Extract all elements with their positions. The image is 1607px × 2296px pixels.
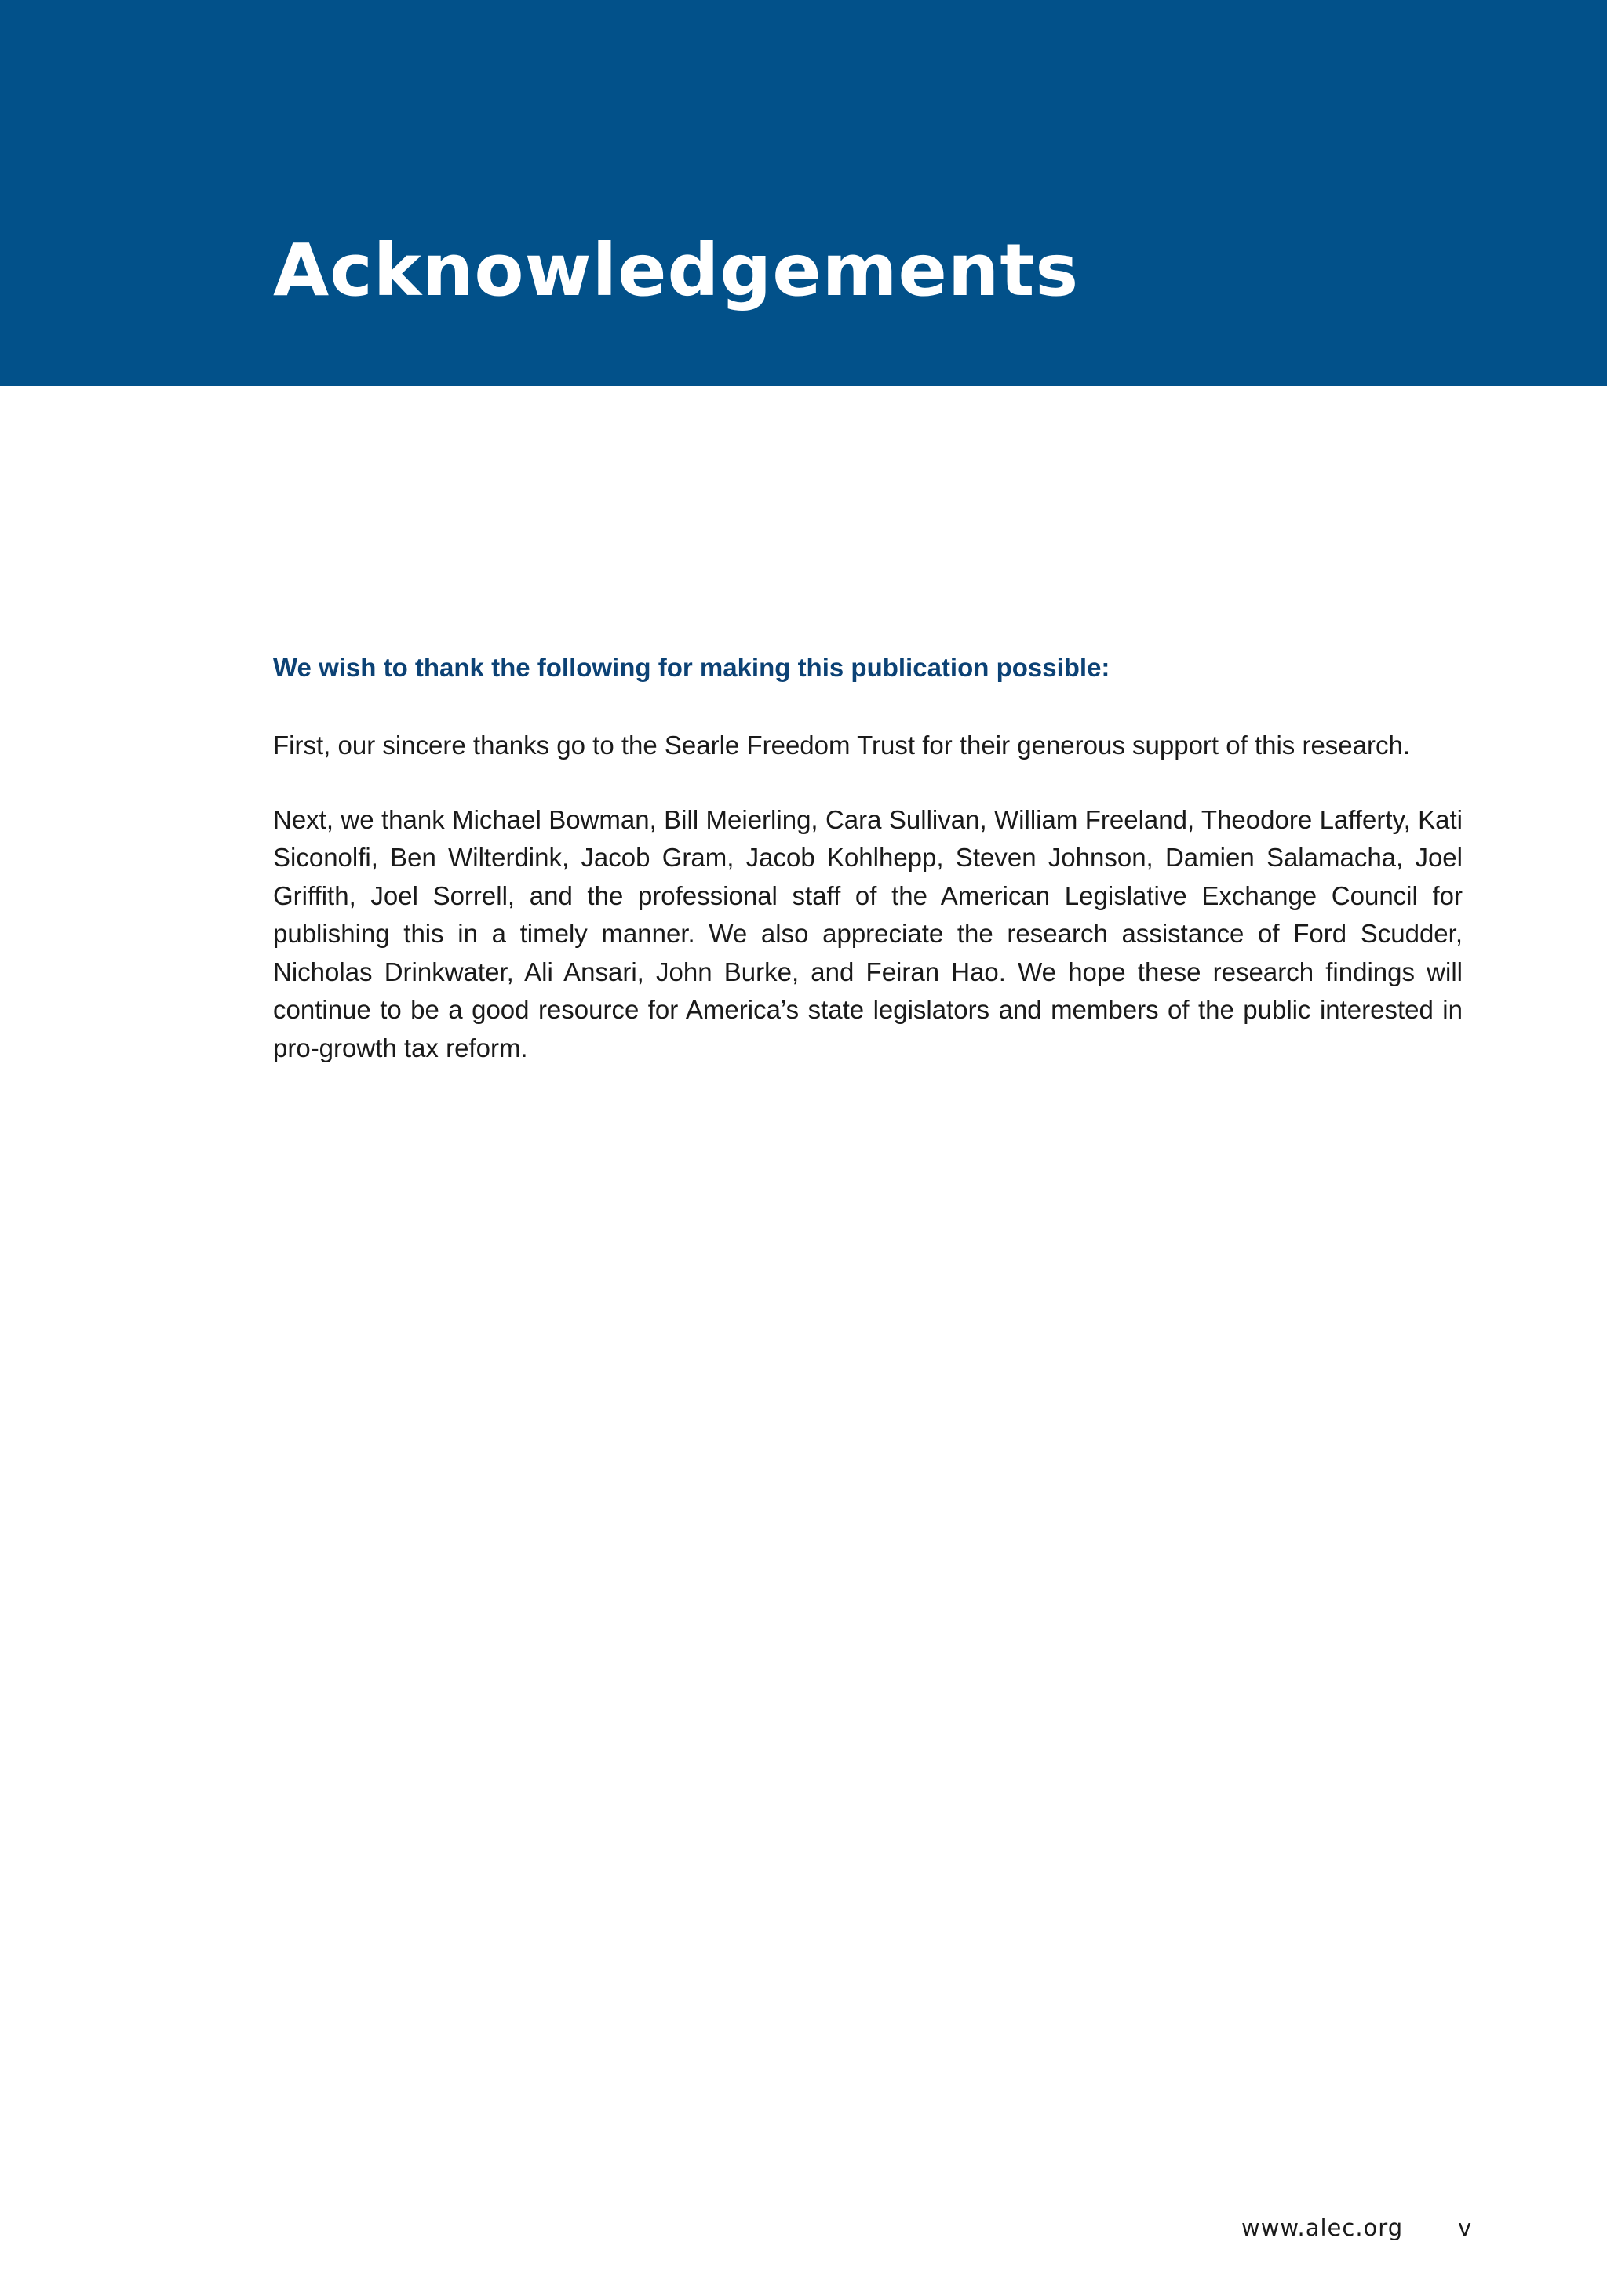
page-title: Acknowledgements <box>273 228 1080 312</box>
header-band <box>0 0 1607 386</box>
paragraph-searle-trust: First, our sincere thanks go to the Searle Freedom Trust for their generous support of this research. <box>273 731 1411 760</box>
intro-heading: We wish to thank the following for making this publication possible: <box>273 653 1110 682</box>
acknowledgements-body <box>273 645 1463 1103</box>
footer-url: www.alec.org <box>1241 2214 1404 2241</box>
paragraph-staff-thanks: Next, we thank Michael Bowman, Bill Meierling, Cara Sullivan, William Freeland, Theodore Lafferty, Kati Siconolfi, Ben Wilterdink, Jacob Gram, Jacob Kohlhepp, Steven Johnson, Damien Salamacha, Joel Griffith, Joel Sorrell, and the professional staff of the American Legislative Exchange Council for publishing this in a timely manner. We also appreciate the research assistance of Ford Scudder, Nicholas Drinkwater, Ali Ansari, John Burke, and Feiran Hao. We hope these research findings will continue to be a good resource for America’s state legislators and members of the public interested in pro-growth tax reform. <box>273 804 1463 1062</box>
page-number: v <box>1458 2214 1473 2241</box>
